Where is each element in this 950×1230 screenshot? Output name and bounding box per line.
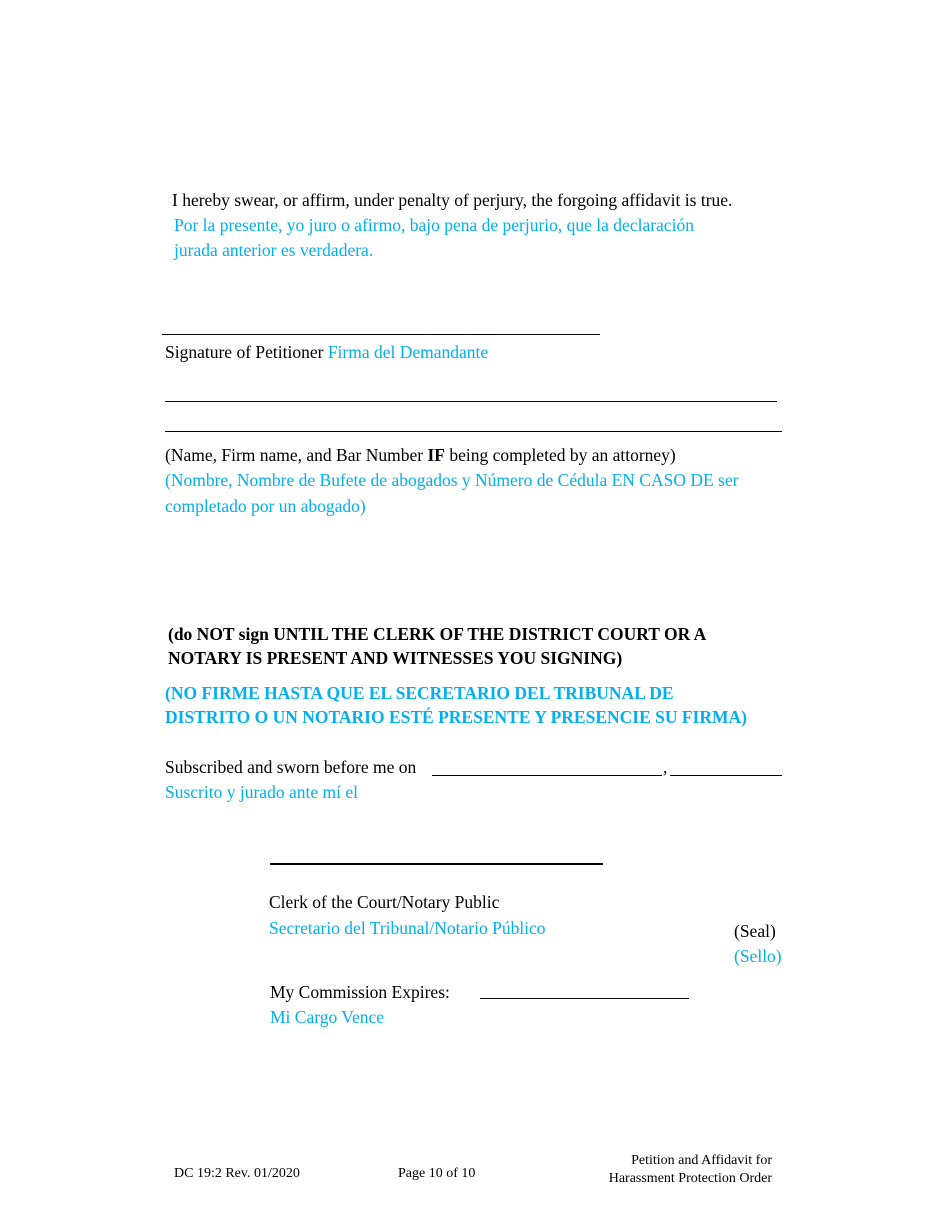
attorney-label-spanish-2: completado por un abogado) — [165, 496, 366, 516]
footer-title-1: Petition and Affidavit for — [631, 1153, 772, 1168]
attorney-label-post: being completed by an attorney) — [444, 445, 676, 465]
commission-label: My Commission Expires: — [270, 982, 450, 1002]
seal-label-spanish: (Sello) — [734, 946, 782, 966]
warning-english-2: NOTARY IS PRESENT AND WITNESSES YOU SIGNING) — [168, 648, 623, 668]
seal-label: (Seal) — [734, 921, 776, 941]
footer-title-2: Harassment Protection Order — [608, 1171, 772, 1186]
clerk-label-spanish: Secretario del Tribunal/Notario Público — [269, 918, 546, 938]
attorney-label-pre: (Name, Firm name, and Bar Number — [165, 445, 428, 465]
clerk-signature-line[interactable] — [270, 863, 603, 865]
footer-form-id: DC 19:2 Rev. 01/2020 — [174, 1166, 300, 1181]
attorney-label-if: IF — [427, 445, 445, 465]
subscribed-label: Subscribed and sworn before me on — [165, 757, 417, 777]
attorney-label-spanish-1: (Nombre, Nombre de Bufete de abogados y Número de Cédula EN CASO DE ser — [165, 470, 739, 490]
warning-english-1: (do NOT sign UNTIL THE CLERK OF THE DISTRICT COURT OR A — [168, 624, 707, 644]
footer-page-number: Page 10 of 10 — [398, 1166, 476, 1181]
oath-spanish-line-2: jurada anterior es verdadera. — [174, 240, 374, 260]
attorney-info-line-2[interactable] — [165, 431, 782, 432]
signature-label-english: Signature of Petitioner — [165, 342, 324, 362]
clerk-label: Clerk of the Court/Notary Public — [269, 892, 500, 912]
attorney-info-line-1[interactable] — [165, 401, 777, 402]
commission-label-spanish: Mi Cargo Vence — [270, 1007, 385, 1027]
warning-spanish-2: DISTRITO O UN NOTARIO ESTÉ PRESENTE Y PRESENCIE SU FIRMA) — [165, 707, 747, 727]
warning-spanish-1: (NO FIRME HASTA QUE EL SECRETARIO DEL TRIBUNAL DE — [165, 683, 674, 703]
oath-spanish-line-1: Por la presente, yo juro o afirmo, bajo pena de perjurio, que la declaración — [174, 215, 694, 235]
petitioner-signature-line[interactable] — [162, 334, 600, 335]
signature-label — [165, 342, 488, 362]
sworn-year-line[interactable] — [670, 775, 782, 776]
date-comma: , — [663, 757, 668, 777]
oath-english: I hereby swear, or affirm, under penalty of perjury, the forgoing affidavit is true. — [172, 190, 733, 210]
subscribed-label-spanish: Suscrito y jurado ante mí el — [165, 782, 358, 802]
sworn-date-line[interactable] — [432, 775, 662, 776]
attorney-label-english — [165, 445, 676, 465]
signature-label-spanish: Firma del Demandante — [327, 342, 489, 362]
commission-expiry-line[interactable] — [480, 998, 689, 999]
